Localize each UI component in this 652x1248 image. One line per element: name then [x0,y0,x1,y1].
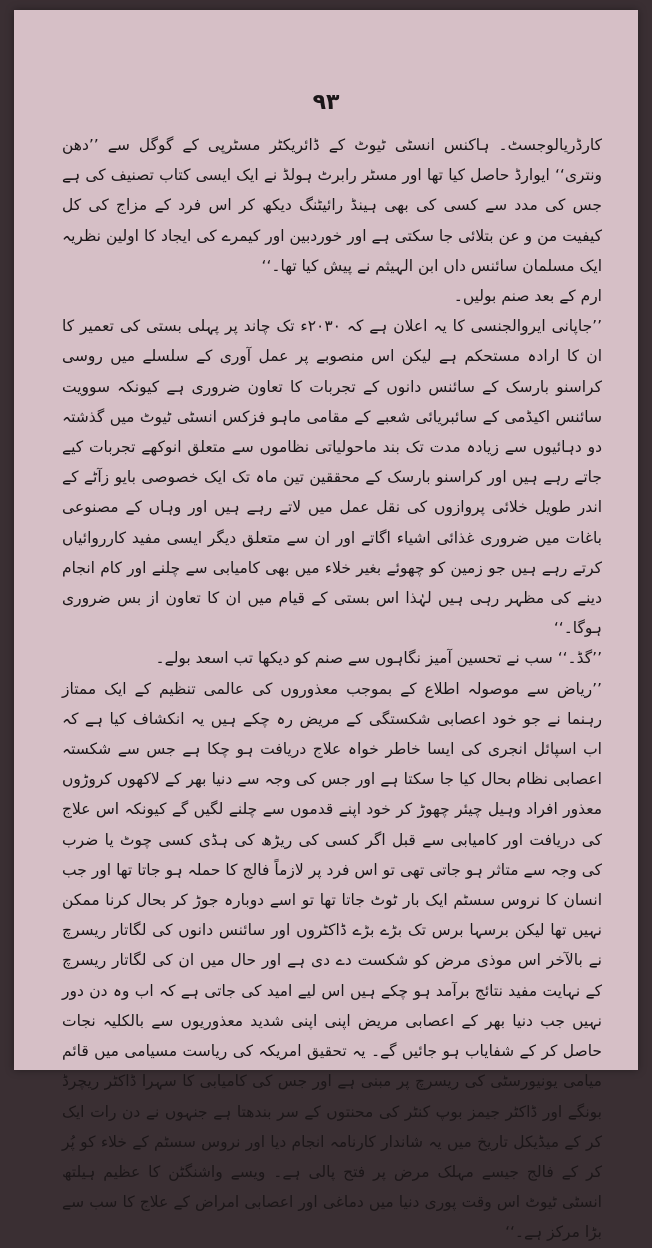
book-page [14,10,638,1242]
page-number: ٩٣ [312,90,340,115]
paragraph-3: ’’جاپانی ایروالجنسی کا یہ اعلان ہے کہ ۲۰۳۰ء تک چاند پر پہلی بستی کی تعمیر کا ان کا ارادہ مستحکم ہے لیکن اس منصوبے پر عمل آوری کے سلسلے میں روسی کراسنو بارسک کے سائنس دانوں کے تجربات کا تعاون ضروری ہے کیونکہ سوویت سائنس اکیڈمی کے سائبریائی شعبے کے مقامی ماہو فزکس انسٹی ٹیوٹ میں گذشتہ دو دہائیوں سے زیادہ مدت تک بند ماحولیاتی نظاموں سے متعلق انوکھے تجربات کیے جاتے رہے ہیں اور کراسنو بارسک کے محققین تین ماہ تک ایک خصوصی بایو زآٹے کے اندر طویل خلائی پروازوں کی نقل عمل میں لاتے رہے ہیں اور وہاں کے مصنوعی باغات میں ضروری غذائی اشیاء اگاتے اور ان سے متعلق دیگر ایسی مفید کارروائیاں کرتے رہے ہیں جو زمین کو چھوئے بغیر خلاء میں بھی کامیابی سے چلنے اور کام انجام دینے کی مظہر رہی ہیں لہٰذا اس بستی کے قیام میں ان کا تعاون از بس ضروری ہوگا۔‘‘ [62,317,602,638]
paragraph-4: ’’گڈ۔‘‘ سب نے تحسین آمیز نگاہوں سے صنم کو دیکھا تب اسعد بولے۔ [155,649,602,668]
paragraph-2: ارم کے بعد صنم بولیں۔ [453,287,602,306]
paragraph-5: ’’ریاض سے موصولہ اطلاع کے بموجب معذوروں کی عالمی تنظیم کے ایک ممتاز رہنما نے جو خود اعصابی شکستگی کے مریض رہ چکے ہیں یہ انکشاف کیا ہے کہ اب اسپائل انجری کی ایسا خاطر خواہ علاج دریافت ہو چکا ہے جس سے شکستہ اعصابی نظام بحال کیا جا سکتا ہے اور جس کی وجہ سے دنیا بھر کے لاکھوں کروڑوں معذور افراد وہیل چیئر چھوڑ کر خود اپنے قدموں سے چلنے لگیں گے کیونکہ اس علاج کی دریافت اور کامیابی سے قبل اگر کسی کی ریڑھ کی ہڈی کسی چوٹ یا ضرب کی وجہ سے متاثر ہو جاتی تھی تو اس فرد پر لازماً فالج کا حملہ ہو جاتا تھا اور جب انسان کا نروس سسٹم ایک بار ٹوٹ جاتا تھا تو اسے دوبارہ جوڑ کر بحال کرنا ممکن نہیں تھا لیکن برسہا برس تک بڑے بڑے ڈاکٹروں اور سائنس دانوں کی لگاتار ریسرچ نے بالآخر اس موذی مرض کو شکست دے دی ہے اور حال میں ان کی لگاتار ریسرچ کے نہایت مفید نتائج برآمد ہو چکے ہیں اس لیے امید کی جاتی ہے کہ اب وہ دن دور نہیں جب دنیا بھر کے اعصابی مریض اپنی اپنی شدید معذوریوں سے بالکلیہ نجات حاصل کر کے شفایاب ہو جائیں گے۔ یہ تحقیق امریکہ کی ریاست مسیامی میں قائم میامی یونیورسٹی کی ریسرچ پر مبنی ہے اور جس کی کامیابی کا سہرا ڈاکٹر ریچرڈ بونگے اور ڈاکٹر جیمز بوپ کنٹر کی محنتوں کے سر بندھتا ہے جنہوں نے دن رات ایک کر کے میڈیکل تاریخ میں یہ شاندار کارنامہ انجام دیا اور نروس سسٹم کے خلاء کو پُر کر کے فالج جیسے مہلک مرض پر فتح پالی ہے۔ ویسے واشنگٹن کا عظیم ہیلتھ انسٹی ٹیوٹ اس وقت پوری دنیا میں دماغی اور اعصابی امراض کے علاج کا سب سے بڑا مرکز ہے۔‘‘ [62,679,602,1242]
paragraph-1: کارڈریالوجسٹ۔ ہاکنس انسٹی ٹیوٹ کے ڈائریکٹر مسٹرپی کے گوگل سے ’’دھن ونتری‘‘ ایوارڈ حاصل کیا تھا اور مسٹر رابرٹ ہولڈ نے ایک ایسی کتاب تصنیف کی ہے جس کی مدد سے کسی کی بھی ہینڈ رائیٹنگ دیکھ کر اس فرد کے مزاج کی کل کیفیت من و عن بتلائی جا سکتی ہے اور خوردبین اور کیمرے کی ایجاد کا اولین نظریہ ایک مسلمان سائنس داں ابن الہیثم نے پیش کیا تھا۔‘‘ [62,136,602,275]
